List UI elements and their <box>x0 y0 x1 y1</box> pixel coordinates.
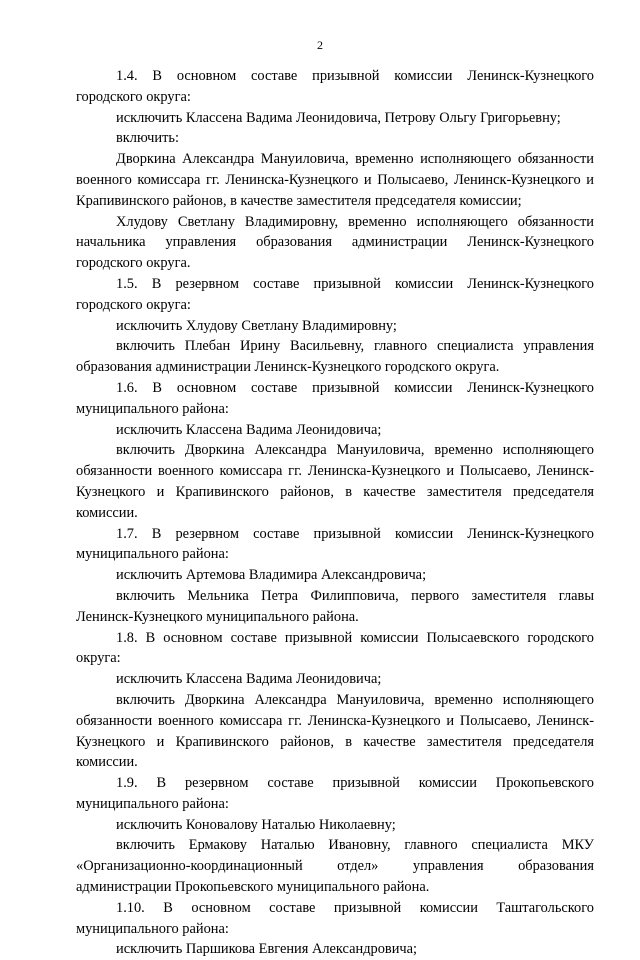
paragraph-1-7-include: включить Мельника Петра Филипповича, первого заместителя главы Ленинск-Кузнецкого муниципального района. <box>76 587 594 625</box>
paragraph-1-4-include-label: включить: <box>116 130 179 147</box>
paragraph-1-8-include: включить Дворкина Александра Мануиловича, временно исполняющего обязанности военного комиссара гг. Ленинска-Кузнецкого и Полысаево, Ленинск-Кузнецкого и Крапивинского районов, в качестве заместителя председателя комиссии. <box>76 691 594 771</box>
paragraph-1-5-heading: 1.5. В резервном составе призывной комиссии Ленинск-Кузнецкого городского округа: <box>76 275 594 313</box>
paragraph-1-4-include-dvorkin: Дворкина Александра Мануиловича, временно исполняющего обязанности военного комиссара гг. Ленинска-Кузнецкого и Полысаево, Ленинск-Кузнецкого и Крапивинского районов, в качестве заместителя председателя комиссии; <box>76 151 594 209</box>
paragraph-1-6-include: включить Дворкина Александра Мануиловича, временно исполняющего обязанности военного комиссара гг. Ленинска-Кузнецкого и Полысаево, Ленинск-Кузнецкого и Крапивинского районов, в качестве заместителя председателя комиссии. <box>76 442 594 521</box>
paragraph-1-9-include: включить Ермакову Наталью Ивановну, главного специалиста МКУ «Организационно-координационный отдел» управления образования администрации Прокопьевского муниципального района. <box>76 837 594 896</box>
paragraph-1-8-heading: 1.8. В основном составе призывной комиссии Полысаевского городского округа: <box>76 629 594 667</box>
paragraph-1-7-heading: 1.7. В резервном составе призывной комиссии Ленинск-Кузнецкого муниципального района: <box>76 525 594 563</box>
document-body <box>76 66 594 960</box>
paragraph-1-4-include-khludova: Хлудову Светлану Владимировну, временно исполняющего обязанности начальника управления образования администрации Ленинск-Кузнецкого городского округа. <box>76 213 594 272</box>
paragraph-1-10-exclude: исключить Паршикова Евгения Александровича; <box>116 941 418 958</box>
paragraph-1-5-include: включить Плебан Ирину Васильевну, главного специалиста управления образования администрации Ленинск-Кузнецкого городского округа. <box>76 338 594 376</box>
paragraph-1-4-heading: 1.4. В основном составе призывной комиссии Ленинск-Кузнецкого городского округа: <box>76 68 594 105</box>
paragraph-1-9-heading: 1.9. В резервном составе призывной комиссии Прокопьевского муниципального района: <box>76 775 594 812</box>
paragraph-1-9-exclude: исключить Коновалову Наталью Николаевну; <box>116 816 396 833</box>
paragraph-1-4-exclude: исключить Классена Вадима Леонидовича, Петрову Ольгу Григорьевну; <box>116 109 561 126</box>
paragraph-1-5-exclude: исключить Хлудову Светлану Владимировну; <box>116 317 397 334</box>
paragraph-1-6-exclude: исключить Классена Вадима Леонидовича; <box>116 421 382 438</box>
paragraph-1-10-heading: 1.10. В основном составе призывной комиссии Таштагольского муниципального района: <box>76 899 594 937</box>
page-number: 2 <box>317 38 323 52</box>
paragraph-1-6-heading: 1.6. В основном составе призывной комиссии Ленинск-Кузнецкого муниципального района: <box>76 379 594 417</box>
paragraph-1-7-exclude: исключить Артемова Владимира Александровича; <box>116 567 427 584</box>
paragraph-1-8-exclude: исключить Классена Вадима Леонидовича; <box>116 671 382 688</box>
